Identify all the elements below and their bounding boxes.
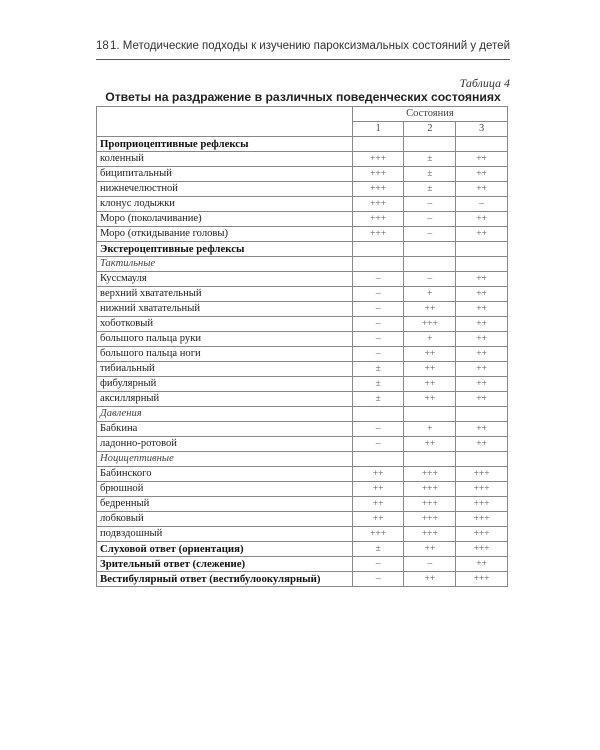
state-2-value [404, 257, 456, 272]
state-number: 1 [352, 122, 404, 137]
row-label: Зрительный ответ (слежение) [97, 557, 353, 572]
section-row [97, 542, 508, 557]
row-label: Бабкина [97, 422, 353, 437]
table-body [97, 137, 508, 587]
header-blank-cell [97, 107, 353, 137]
row-label: клонус лодыжки [97, 197, 353, 212]
state-3-value: +++ [456, 572, 508, 587]
table-row [97, 302, 508, 317]
state-2-value: +++ [404, 482, 456, 497]
row-label: Ноцицептивные [97, 452, 353, 467]
state-2-value: – [404, 197, 456, 212]
table-row [97, 527, 508, 542]
state-3-value: ++ [456, 227, 508, 242]
state-3-value [456, 242, 508, 257]
state-1-value [352, 137, 404, 152]
row-label: Куссмауля [97, 272, 353, 287]
state-1-value [352, 407, 404, 422]
state-1-value: ++ [352, 497, 404, 512]
state-1-value: +++ [352, 227, 404, 242]
state-2-value: +++ [404, 467, 456, 482]
table-row [97, 362, 508, 377]
state-2-value [404, 242, 456, 257]
row-label: хоботковый [97, 317, 353, 332]
state-1-value: ± [352, 542, 404, 557]
state-3-value: ++ [456, 182, 508, 197]
state-3-value: +++ [456, 527, 508, 542]
state-1-value [352, 452, 404, 467]
state-1-value: ++ [352, 512, 404, 527]
state-1-value: +++ [352, 212, 404, 227]
row-label: ладонно-ротовой [97, 437, 353, 452]
table-row [97, 437, 508, 452]
state-2-value: – [404, 272, 456, 287]
row-label: подвздошный [97, 527, 353, 542]
state-2-value: ± [404, 182, 456, 197]
state-2-value: ++ [404, 437, 456, 452]
row-label: брюшной [97, 482, 353, 497]
table-row [97, 512, 508, 527]
table-header-row [97, 107, 508, 122]
table-row [97, 227, 508, 242]
state-3-value: ++ [456, 557, 508, 572]
table-row [97, 212, 508, 227]
state-1-value: ± [352, 392, 404, 407]
row-label: Слуховой ответ (ориентация) [97, 542, 353, 557]
row-label: бедренный [97, 497, 353, 512]
state-3-value: ++ [456, 362, 508, 377]
subsection-row [97, 407, 508, 422]
row-label: нижнечелюстной [97, 182, 353, 197]
state-3-value: ++ [456, 437, 508, 452]
state-2-value: ++ [404, 392, 456, 407]
reflex-table [96, 106, 508, 587]
state-1-value: ± [352, 362, 404, 377]
state-1-value: – [352, 422, 404, 437]
state-2-value [404, 452, 456, 467]
table-caption: Таблица 4 [459, 76, 510, 90]
state-3-value: ++ [456, 287, 508, 302]
state-3-value: ++ [456, 332, 508, 347]
state-1-value: – [352, 317, 404, 332]
state-number: 2 [404, 122, 456, 137]
state-2-value: ± [404, 152, 456, 167]
state-3-value: ++ [456, 152, 508, 167]
state-2-value: ++ [404, 302, 456, 317]
state-number: 3 [456, 122, 508, 137]
state-2-value: +++ [404, 512, 456, 527]
state-2-value: ++ [404, 572, 456, 587]
state-2-value: ± [404, 167, 456, 182]
table-title: Ответы на раздражение в различных поведенческих состояниях [105, 90, 501, 104]
table-row [97, 482, 508, 497]
state-2-value [404, 137, 456, 152]
state-1-value: – [352, 347, 404, 362]
state-1-value: +++ [352, 197, 404, 212]
state-3-value: ++ [456, 422, 508, 437]
state-3-value: – [456, 197, 508, 212]
state-3-value [456, 137, 508, 152]
subsection-row [97, 257, 508, 272]
row-label: Экстероцептивные рефлексы [97, 242, 353, 257]
header-divider [96, 59, 510, 60]
table-row [97, 497, 508, 512]
state-3-value: +++ [456, 482, 508, 497]
state-2-value: – [404, 557, 456, 572]
table-row [97, 377, 508, 392]
row-label: Моро (поколачивание) [97, 212, 353, 227]
row-label: большого пальца ноги [97, 347, 353, 362]
row-label: Моро (откидывание головы) [97, 227, 353, 242]
state-1-value: +++ [352, 152, 404, 167]
running-title: 1. Методические подходы к изучению пароксизмальных состояний у детей [109, 40, 510, 52]
state-3-value: +++ [456, 512, 508, 527]
state-3-value: ++ [456, 317, 508, 332]
table-row [97, 287, 508, 302]
state-2-value: + [404, 332, 456, 347]
state-3-value: ++ [456, 392, 508, 407]
row-label: Вестибулярный ответ (вестибулоокулярный) [97, 572, 353, 587]
state-3-value: +++ [456, 542, 508, 557]
state-2-value: + [404, 422, 456, 437]
row-label: верхний хватательный [97, 287, 353, 302]
state-2-value: + [404, 287, 456, 302]
state-3-value [456, 257, 508, 272]
state-2-value: ++ [404, 377, 456, 392]
section-row [97, 137, 508, 152]
row-label: нижний хватательный [97, 302, 353, 317]
row-label: Давления [97, 407, 353, 422]
row-label: коленный [97, 152, 353, 167]
table-row [97, 392, 508, 407]
table-row [97, 332, 508, 347]
state-1-value: – [352, 557, 404, 572]
state-3-value: ++ [456, 167, 508, 182]
table-row [97, 317, 508, 332]
state-1-value: +++ [352, 182, 404, 197]
state-2-value: ++ [404, 542, 456, 557]
section-row [97, 557, 508, 572]
state-2-value: ++ [404, 347, 456, 362]
state-3-value: +++ [456, 467, 508, 482]
state-3-value [456, 452, 508, 467]
row-label: аксиллярный [97, 392, 353, 407]
row-label: большого пальца руки [97, 332, 353, 347]
table-row [97, 467, 508, 482]
state-3-value: ++ [456, 377, 508, 392]
state-1-value: ++ [352, 482, 404, 497]
state-1-value [352, 257, 404, 272]
table-row [97, 182, 508, 197]
state-3-value: ++ [456, 272, 508, 287]
state-1-value: +++ [352, 527, 404, 542]
state-2-value: +++ [404, 527, 456, 542]
section-row [97, 572, 508, 587]
page-number: 18 [96, 40, 109, 52]
state-1-value: – [352, 302, 404, 317]
table-row [97, 422, 508, 437]
table-row [97, 167, 508, 182]
row-label: тибиальный [97, 362, 353, 377]
table-row [97, 272, 508, 287]
state-2-value: +++ [404, 497, 456, 512]
states-header: Состояния [352, 107, 507, 122]
state-1-value: ± [352, 377, 404, 392]
state-3-value: ++ [456, 212, 508, 227]
state-1-value: – [352, 332, 404, 347]
subsection-row [97, 452, 508, 467]
state-2-value: ++ [404, 362, 456, 377]
state-1-value: +++ [352, 167, 404, 182]
state-1-value [352, 242, 404, 257]
row-label: фибулярный [97, 377, 353, 392]
state-2-value: – [404, 212, 456, 227]
state-3-value: ++ [456, 302, 508, 317]
table-row [97, 152, 508, 167]
row-label: Бабинского [97, 467, 353, 482]
row-label: лобковый [97, 512, 353, 527]
state-2-value: – [404, 227, 456, 242]
table-row [97, 197, 508, 212]
running-header [96, 40, 510, 52]
state-3-value: +++ [456, 497, 508, 512]
state-2-value [404, 407, 456, 422]
state-1-value: – [352, 272, 404, 287]
row-label: Проприоцептивные рефлексы [97, 137, 353, 152]
state-1-value: – [352, 572, 404, 587]
table-row [97, 347, 508, 362]
state-1-value: – [352, 437, 404, 452]
state-1-value: ++ [352, 467, 404, 482]
row-label: биципитальный [97, 167, 353, 182]
row-label: Тактильные [97, 257, 353, 272]
state-1-value: – [352, 287, 404, 302]
state-3-value [456, 407, 508, 422]
state-3-value: ++ [456, 347, 508, 362]
section-row [97, 242, 508, 257]
state-2-value: +++ [404, 317, 456, 332]
